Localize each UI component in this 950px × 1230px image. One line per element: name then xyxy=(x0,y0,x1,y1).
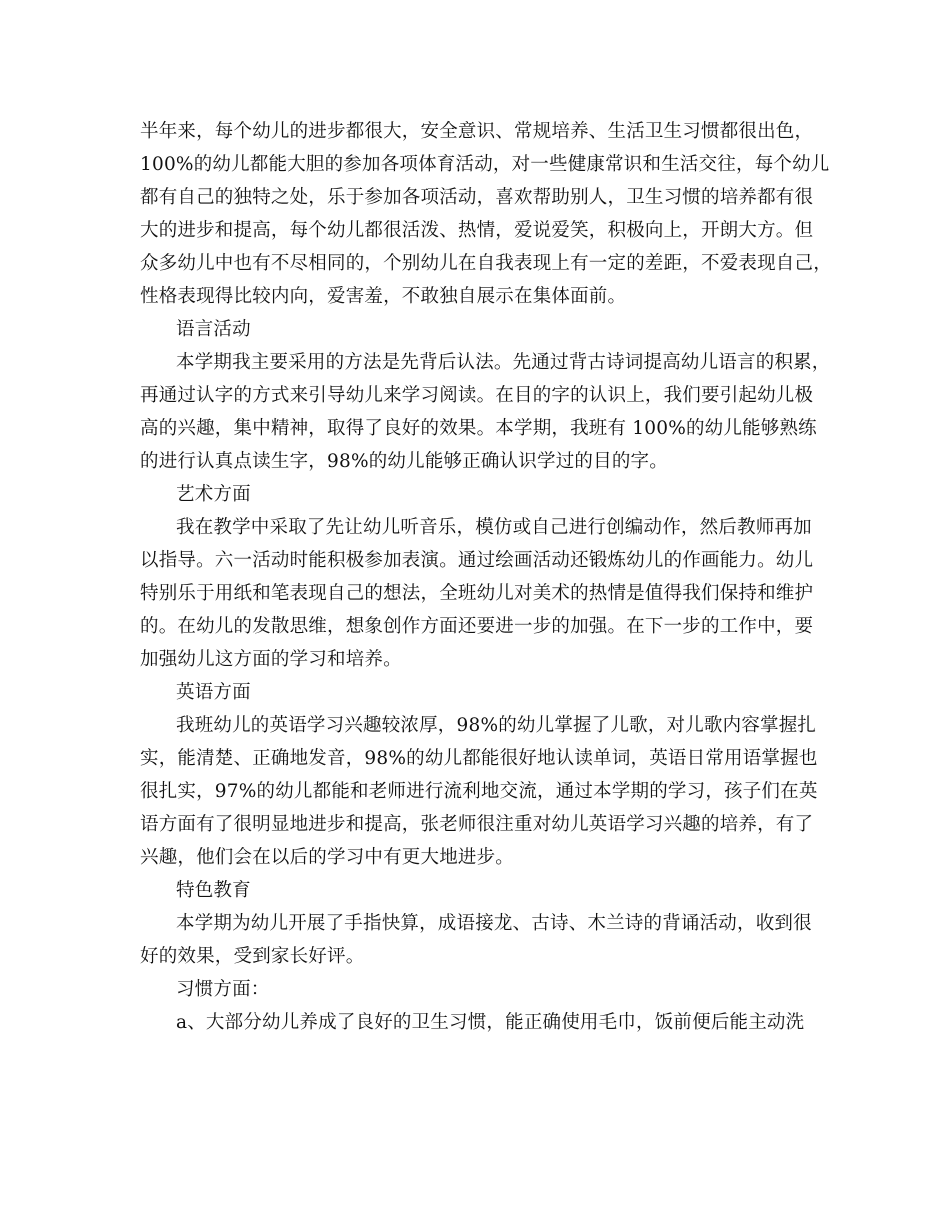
section-heading: 艺术方面 xyxy=(176,484,251,505)
text-line: 我班幼儿的英语学习兴趣较浓厚，98%的幼儿掌握了儿歌，对儿歌内容掌握扎 xyxy=(176,715,817,736)
text-line: 本学期为幼儿开展了手指快算，成语接龙、古诗、木兰诗的背诵活动，收到很 xyxy=(176,913,812,934)
text-line: 兴趣，他们会在以后的学习中有更大地进步。 xyxy=(140,847,515,868)
text-line: 大的进步和提高，每个幼儿都很活泼、热情，爱说爱笑，积极向上，开朗大方。但 xyxy=(140,220,814,241)
text-line: 语方面有了很明显地进步和提高，张老师很注重对幼儿英语学习兴趣的培养，有了 xyxy=(140,814,814,835)
section-heading: 英语方面 xyxy=(176,682,251,703)
text-line: 本学期我主要采用的方法是先背后认法。先通过背古诗词提高幼儿语言的积累， xyxy=(176,352,831,373)
text-line: 都有自己的独特之处，乐于参加各项活动，喜欢帮助别人，卫生习惯的培养都有很 xyxy=(140,187,814,208)
text-line: 很扎实，97%的幼儿都能和老师进行流利地交流，通过本学期的学习，孩子们在英 xyxy=(140,781,818,802)
text-line: 高的兴趣，集中精神，取得了良好的效果。本学期，我班有 100%的幼儿能够熟练 xyxy=(140,418,817,439)
text-line: a、大部分幼儿养成了良好的卫生习惯，能正确使用毛巾，饭前便后能主动洗 xyxy=(176,1012,805,1033)
text-line: 众多幼儿中也有不尽相同的，个别幼儿在自我表现上有一定的差距，不爱表现自己， xyxy=(140,253,832,274)
section-heading: 习惯方面： xyxy=(176,979,270,1000)
text-line: 的。在幼儿的发散思维，想象创作方面还要进一步的加强。在下一步的工作中，要 xyxy=(140,616,814,637)
text-line: 以指导。六一活动时能积极参加表演。通过绘画活动还锻炼幼儿的作画能力。幼儿 xyxy=(140,550,814,571)
section-heading: 特色教育 xyxy=(176,880,251,901)
text-line: 半年来，每个幼儿的进步都很大，安全意识、常规培养、生活卫生习惯都很出色， xyxy=(140,121,814,142)
text-line: 再通过认字的方式来引导幼儿来学习阅读。在目的字的认识上，我们要引起幼儿极 xyxy=(140,385,814,406)
text-line: 100%的幼儿都能大胆的参加各项体育活动，对一些健康常识和生活交往，每个幼儿 xyxy=(140,154,830,175)
text-line: 特别乐于用纸和笔表现自己的想法，全班幼儿对美术的热情是值得我们保持和维护 xyxy=(140,583,814,604)
text-line: 性格表现得比较内向，爱害羞，不敢独自展示在集体面前。 xyxy=(140,286,627,307)
text-line: 好的效果，受到家长好评。 xyxy=(140,946,365,967)
text-line: 加强幼儿这方面的学习和培养。 xyxy=(140,649,402,670)
section-heading: 语言活动 xyxy=(176,319,251,340)
text-line: 实，能清楚、正确地发音，98%的幼儿都能很好地认读单词，英语日常用语掌握也 xyxy=(140,748,818,769)
text-line: 的进行认真点读生字，98%的幼儿能够正确认识学过的目的字。 xyxy=(140,451,668,472)
text-line: 我在教学中采取了先让幼儿听音乐，模仿或自己进行创编动作，然后教师再加 xyxy=(176,517,812,538)
